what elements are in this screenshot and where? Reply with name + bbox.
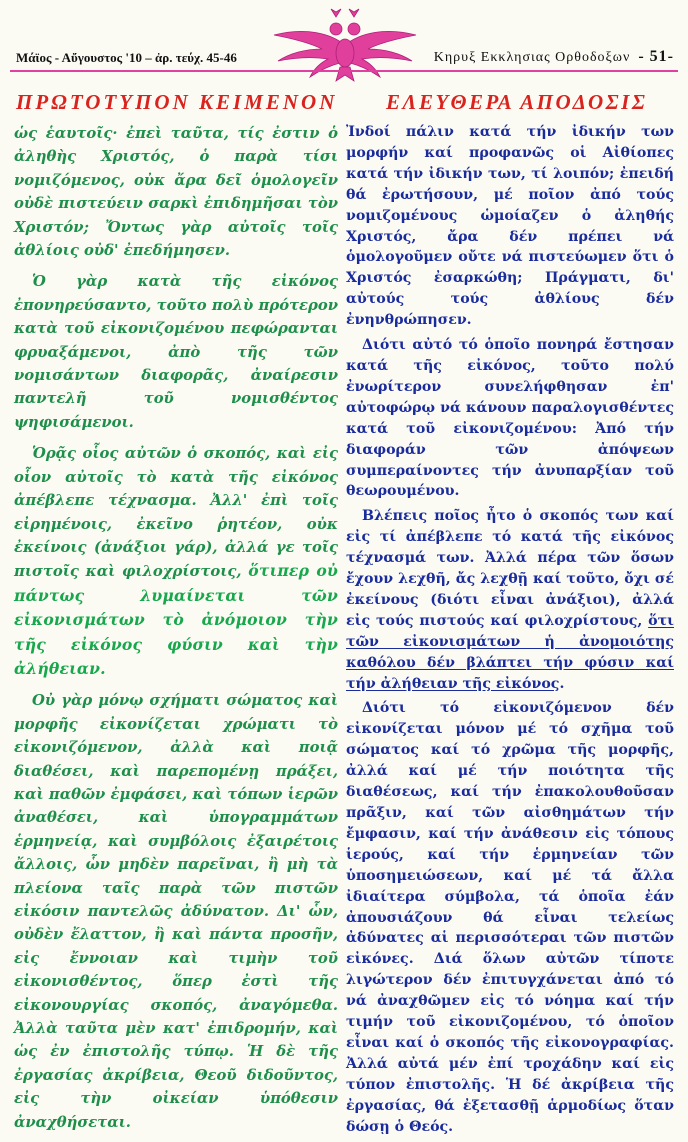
left-paragraph-3-text: Ὁρᾷς οἷος αὐτῶν ὁ σκοπός, καὶ εἰς οἷον αὐτοῖς τὸ κατὰ τῆς εἰκόνος ἀπέβλεπε τέχνασμα. Ἀλλ' ἐπὶ τοῖς εἰρημένοις, ἐκεῖνο ῥητέον, οὐκ ἐκείνοις (ἀνάξιοι γάρ), ἀλλά γε τοῖς πιστοῖς καὶ φιλοχρίστοις, xyxy=(14,445,338,581)
journal-name: Κηρυξ Εκκλησιας Ορθοδοξων xyxy=(433,50,631,65)
left-paragraph-1: ὡς ἑαυτοῖς· ἐπεὶ ταῦτα, τίς ἐστιν ὁ ἀληθὴς Χριστός, ὁ παρὰ τίσι νομιζόμενος, οὐκ ἄρα δεῖ ὁμολογεῖν οὐδὲ πιστεύειν σαρκὶ ἐπιδημῆσαι τὸν Χριστόν; Ὄντως γὰρ αὐτοῖς τοῖς ἀθλίοις οὐδ' ἐπεδήμησεν. xyxy=(14,125,338,260)
page-header xyxy=(0,0,688,84)
right-paragraph-3-text: Βλέπεις ποῖος ἦτο ὁ σκοπός των καί εἰς τί ἀπέβλεπε τό κατά τῆς εἰκόνος τέχνασμά των. Ἀλλά πέρα τῶν ὅσων ἔχουν λεχθῆ, ἄς λεχθῇ καί τοῦτο, ὄχι σέ ἐκείνους (διότι εἶναι ἀνάξιοι), ἀλλά εἰς τούς πιστούς καί φιλοχρίστους, xyxy=(346,508,674,629)
left-paragraph-4: Οὐ γὰρ μόνῳ σχήματι σώματος καὶ μορφῆς εἰκονίζεται χρώματι τὸ εἰκονιζόμενον, ἀλλὰ καὶ ποιᾷ διαθέσει, καὶ παρεπομένῃ πράξει, καὶ παθῶν ἐμφάσει, καὶ τόπων ἱερῶν ἀναθέσει, καὶ ὑπογραμμάτων ἑρμηνείᾳ, καὶ συμβόλοις ἐξαιρέτοις ἄλλοις, ὧν μηδὲν παρεῖναι, ἢ μὴ τὰ πλείονα ταῖς παρὰ τῶν πιστῶν εἰκόσιν παντελῶς ἀδύνατον. Δι' ὧν, οὐδὲν ἔλαττον, ἢ καὶ πάντα προσῆν, εἰς ἔννοιαν καὶ τιμὴν τοῦ εἰκονισθέντος, ὅπερ ἐστὶ τῆς εἰκονουργίας σκοπός, ἀναγόμεθα. Ἀλλὰ ταῦτα μὲν κατ' ἐπιδρομήν, καὶ ὡς ἐν ἐπιστολῆς τύπῳ. Ἡ δὲ τῆς ἐργασίας ἀκρίβεια, Θεοῦ διδοῦντος, εἰς τὴν οἰκείαν ὑπόθεσιν ἀναχθήσεται. xyxy=(14,692,338,1131)
left-paragraph-3 xyxy=(14,442,338,681)
left-column-title: ΠΡΩΤΟΤΥΠΟΝ ΚΕΙΜΕΝΟΝ xyxy=(16,90,338,114)
right-paragraph-1: Ἰνδοί πάλιν κατά τήν ἰδικήν των μορφήν καί προφανῶς οἱ Αἰθίοπες κατά τήν ἰδικήν των, τί λοιπόν; ἐπειδή θά ἐρωτήσουν, μέ ποῖον ἀπό τούς νομιζομένους ὡμοίαζεν ὁ ἀληθής Χριστός, ἄρα δέν πρέπει νά ὁμολογοῦμεν οὔτε νά πιστεύωμεν ὅτι ὁ Χριστός ἐσαρκώθη; Πράγματι, δι' αὐτούς τούς ἀθλίους δέν ἐνηνθρώπησεν. xyxy=(346,124,674,329)
issue-info: Μάϊος - Αὔγουστος '10 – ἀρ. τεύχ. 45-46 xyxy=(16,50,237,65)
right-paragraph-4: Διότι τό εἰκονιζόμενον δέν εἰκονίζεται μόνον μέ τό σχῆμα τοῦ σώματος καί τό χρῶμα τῆς μορφῆς, ἀλλά καί μέ τήν ποιότητα τῆς διαθέσεως, καί τήν ἐπακολουθοῦσαν πρᾶξιν, καί τῶν αἰσθημάτων τήν ἔμφασιν, καί τήν ἀνάθεσιν εἰς τόπους ἱερούς, καί τήν ἑρμηνείαν τῶν ὑποσημειώσεων, καί μέ τά ἄλλα ἰδιαίτερα σύμβολα, τά ὁποῖα ἐάν ἀπουσιάζουν θά εἶναι τελείως ἀδύνατες αἱ περισσότεραι τῶν πιστῶν εἰκόνες. Διά ὅλων αὐτῶν τίποτε λιγώτερον δέν ἐπιτυγχάνεται ἀπό τό νά ἀναχθῶμεν εἰς τό νόημα καί τήν τιμήν τοῦ εἰκονιζομένου, τό ὁποῖον εἶναι καί ὁ σκοπός τῆς εἰκονογραφίας. Ἀλλά αὐτά μέν ἐπί τροχάδην καί εἰς τύπον ἐπιστολῆς. Ἡ δέ ἀκρίβεια τῆς ἐργασίας, θά ἐξετασθῇ ἁρμοδίως ὅταν δώσῃ ὁ Θεός. xyxy=(346,700,674,1135)
right-paragraph-3-end: . xyxy=(559,675,565,692)
journal-title xyxy=(434,48,674,66)
header-rule xyxy=(10,70,678,72)
right-underlined-passage: ὅτι τῶν εἰκονισμάτων ἡ ἀνομοιότης καθόλου δέν βλάπτει τήν φύσιν καί τήν ἀλήθειαν τῆς εἰκόνος xyxy=(346,612,674,692)
original-text-column xyxy=(14,122,338,1142)
right-paragraph-3 xyxy=(346,506,674,694)
left-paragraph-2: Ὁ γὰρ κατὰ τῆς εἰκόνος ἐπονηρεύσαντο, τοῦτο πολὺ πρότερον κατὰ τοῦ εἰκονιζομένου πεφώρανται φρυαξάμενοι, ἀπὸ τῆς τῶν νομισάντων διαφορᾶς, ἀναίρεσιν παντελῆ τοῦ νομισθέντος ψηφισάμενοι. xyxy=(14,273,338,431)
right-column-title: ΕΛΕΥΘΕΡΑ ΑΠΟΔΟΣΙΣ xyxy=(386,90,648,114)
page-number: - 51- xyxy=(638,48,674,65)
left-highlighted-passage: ὅτιπερ οὐ πάντως λυμαίνεται τῶν εἰκονισμάτων τὸ ἀνόμοιον τὴν τῆς εἰκόνος φύσιν καὶ τὴν ἀλήθειαν. xyxy=(14,561,338,678)
free-rendering-column xyxy=(346,122,674,1142)
right-paragraph-2: Διότι αὐτό τό ὁποῖο πονηρά ἔστησαν κατά τῆς εἰκόνος, τοῦτο πολύ ἐνωρίτερον συνελήφθησαν ἐπ' αὐτοφώρῳ νά κάνουν παραλογισθέντες κατά τοῦ εἰκονιζομένου: Ἀπό τήν διαφοράν τῶν ἀπόψεων συμπεραίνοντες τήν ἀνυπαρξίαν τοῦ θεωρουμένου. xyxy=(346,337,674,500)
